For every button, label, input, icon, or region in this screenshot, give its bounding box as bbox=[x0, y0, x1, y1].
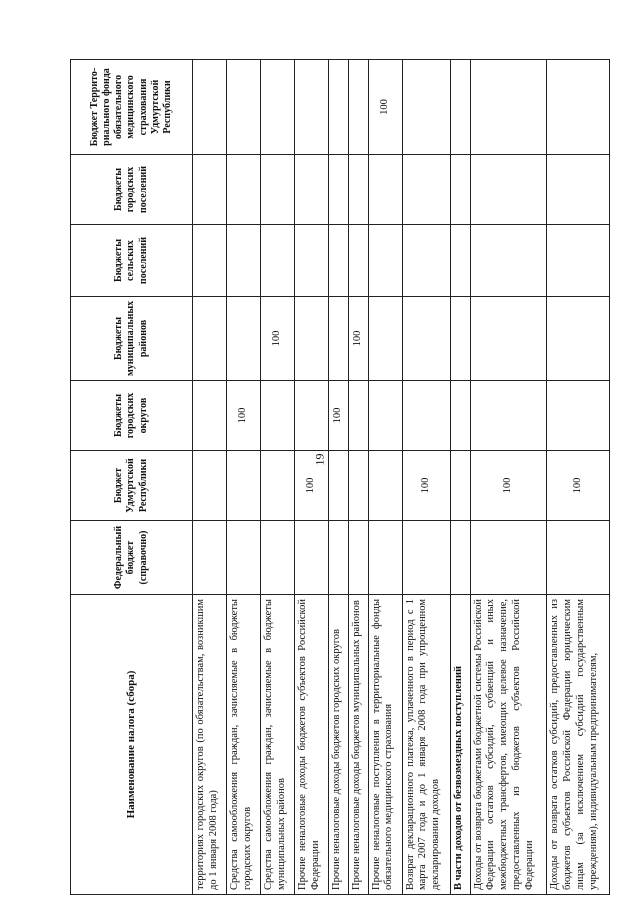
percentage-cell bbox=[193, 155, 227, 225]
percentage-cell bbox=[547, 297, 610, 381]
table-row bbox=[368, 60, 402, 895]
percentage-cell bbox=[348, 521, 368, 595]
percentage-cell bbox=[261, 225, 295, 297]
percentage-cell bbox=[348, 225, 368, 297]
percentage-cell bbox=[329, 521, 349, 595]
percentage-cell bbox=[402, 225, 450, 297]
percentage-cell bbox=[295, 155, 329, 225]
percentage-cell: 100 bbox=[329, 381, 349, 451]
percentage-cell: 100 bbox=[348, 297, 368, 381]
percentage-cell bbox=[547, 381, 610, 451]
percentage-cell bbox=[261, 521, 295, 595]
percentage-cell bbox=[547, 225, 610, 297]
percentage-cell bbox=[470, 155, 547, 225]
percentage-cell bbox=[227, 155, 261, 225]
tax-name-cell: Прочие неналоговые поступления в территориальные фонды обязательного медицинского страхования bbox=[368, 595, 402, 895]
table-row bbox=[450, 60, 470, 895]
percentage-cell bbox=[295, 381, 329, 451]
percentage-cell bbox=[261, 60, 295, 155]
tax-name-cell: Прочие неналоговые доходы бюджетов городских округов bbox=[329, 595, 349, 895]
tax-name-cell: Доходы от возврата остатков субсидий, предоставленных из бюджетов субъектов Российской Федерации юридическим лицам (за исключением субсидий государственным учреждениям), индивидуальным предпринимателям, bbox=[547, 595, 610, 895]
percentage-cell bbox=[295, 225, 329, 297]
percentage-cell bbox=[329, 225, 349, 297]
tax-name-cell: Возврат декларационного платежа, уплаченного в период с 1 марта 2007 года и до 1 января 2008 года при упрощенном декларировании доходов bbox=[402, 595, 450, 895]
percentage-cell: 100 bbox=[470, 451, 547, 521]
table-row bbox=[295, 60, 329, 895]
percentage-cell bbox=[547, 155, 610, 225]
tax-name-cell: Прочие неналоговые доходы бюджетов муниципальных районов bbox=[348, 595, 368, 895]
percentage-cell bbox=[402, 521, 450, 595]
percentage-cell bbox=[227, 225, 261, 297]
column-header: Бюджеты городских поселений bbox=[71, 155, 193, 225]
tax-distribution-table bbox=[70, 59, 610, 895]
percentage-cell bbox=[470, 297, 547, 381]
percentage-cell bbox=[295, 521, 329, 595]
percentage-cell bbox=[402, 155, 450, 225]
percentage-cell bbox=[193, 451, 227, 521]
percentage-cell bbox=[329, 60, 349, 155]
percentage-cell bbox=[295, 297, 329, 381]
column-header: Бюджеты сельских поселений bbox=[71, 225, 193, 297]
percentage-cell bbox=[261, 451, 295, 521]
percentage-cell bbox=[348, 155, 368, 225]
percentage-cell bbox=[261, 155, 295, 225]
percentage-cell bbox=[193, 381, 227, 451]
tax-name-cell: Прочие неналоговые доходы бюджетов субъектов Российской Федерации bbox=[295, 595, 329, 895]
percentage-cell bbox=[402, 297, 450, 381]
percentage-cell bbox=[329, 451, 349, 521]
percentage-cell bbox=[193, 60, 227, 155]
percentage-cell bbox=[450, 297, 470, 381]
percentage-cell bbox=[402, 381, 450, 451]
table-body bbox=[193, 60, 610, 895]
column-header: Бюджет Террито-риального фонда обязательного медицинского страхования Удмуртской Республики bbox=[71, 60, 193, 155]
column-header: Наименование налога (сбора) bbox=[71, 595, 193, 895]
percentage-cell bbox=[329, 155, 349, 225]
table-row bbox=[470, 60, 547, 895]
percentage-cell bbox=[348, 60, 368, 155]
table-row bbox=[348, 60, 368, 895]
percentage-cell bbox=[450, 60, 470, 155]
table-row bbox=[547, 60, 610, 895]
column-header: Федеральный бюджет (справочно) bbox=[71, 521, 193, 595]
percentage-cell bbox=[193, 521, 227, 595]
percentage-cell bbox=[450, 521, 470, 595]
percentage-cell bbox=[368, 521, 402, 595]
percentage-cell bbox=[227, 451, 261, 521]
percentage-cell bbox=[402, 60, 450, 155]
percentage-cell: 100 bbox=[295, 451, 329, 521]
percentage-cell bbox=[470, 381, 547, 451]
rotated-table-container bbox=[70, 60, 610, 895]
table-row bbox=[402, 60, 450, 895]
percentage-cell bbox=[261, 381, 295, 451]
percentage-cell bbox=[295, 60, 329, 155]
table-row bbox=[329, 60, 349, 895]
percentage-cell bbox=[193, 225, 227, 297]
table-row bbox=[193, 60, 227, 895]
percentage-cell bbox=[470, 225, 547, 297]
column-header: Бюджет Удмуртской Республики bbox=[71, 451, 193, 521]
section-heading: В части доходов от безвозмездных поступлений bbox=[450, 595, 470, 895]
table-row bbox=[227, 60, 261, 895]
percentage-cell bbox=[450, 225, 470, 297]
percentage-cell: 100 bbox=[261, 297, 295, 381]
percentage-cell bbox=[470, 521, 547, 595]
percentage-cell bbox=[227, 60, 261, 155]
percentage-cell bbox=[227, 521, 261, 595]
percentage-cell bbox=[450, 381, 470, 451]
percentage-cell bbox=[547, 521, 610, 595]
tax-name-cell: территориях городских округов (по обязательствам, возникшим до 1 января 2008 года) bbox=[193, 595, 227, 895]
percentage-cell bbox=[368, 297, 402, 381]
percentage-cell bbox=[450, 451, 470, 521]
table-header-row bbox=[71, 60, 193, 895]
percentage-cell bbox=[368, 451, 402, 521]
percentage-cell bbox=[470, 60, 547, 155]
percentage-cell bbox=[368, 225, 402, 297]
percentage-cell bbox=[348, 381, 368, 451]
page-number: 19 bbox=[312, 453, 327, 466]
percentage-cell bbox=[368, 155, 402, 225]
tax-name-cell: Средства самообложения граждан, зачисляемые в бюджеты городских округов bbox=[227, 595, 261, 895]
percentage-cell: 100 bbox=[547, 451, 610, 521]
percentage-cell bbox=[348, 451, 368, 521]
table-row bbox=[261, 60, 295, 895]
percentage-cell bbox=[547, 60, 610, 155]
percentage-cell: 100 bbox=[227, 381, 261, 451]
column-header: Бюджеты городских округов bbox=[71, 381, 193, 451]
tax-name-cell: Средства самообложения граждан, зачисляемые в бюджеты муниципальных районов bbox=[261, 595, 295, 895]
percentage-cell: 100 bbox=[368, 60, 402, 155]
percentage-cell bbox=[450, 155, 470, 225]
percentage-cell bbox=[227, 297, 261, 381]
percentage-cell: 100 bbox=[402, 451, 450, 521]
column-header: Бюджеты муниципальных районов bbox=[71, 297, 193, 381]
percentage-cell bbox=[368, 381, 402, 451]
percentage-cell bbox=[329, 297, 349, 381]
tax-name-cell: Доходы от возврата бюджетами бюджетной системы Российской Федерации остатков субсидий, субвенций и иных межбюджетных трансфертов, имеющих целевое назначение, предоставленных из бюджетов субъектов Российской Федерации bbox=[470, 595, 547, 895]
percentage-cell bbox=[193, 297, 227, 381]
